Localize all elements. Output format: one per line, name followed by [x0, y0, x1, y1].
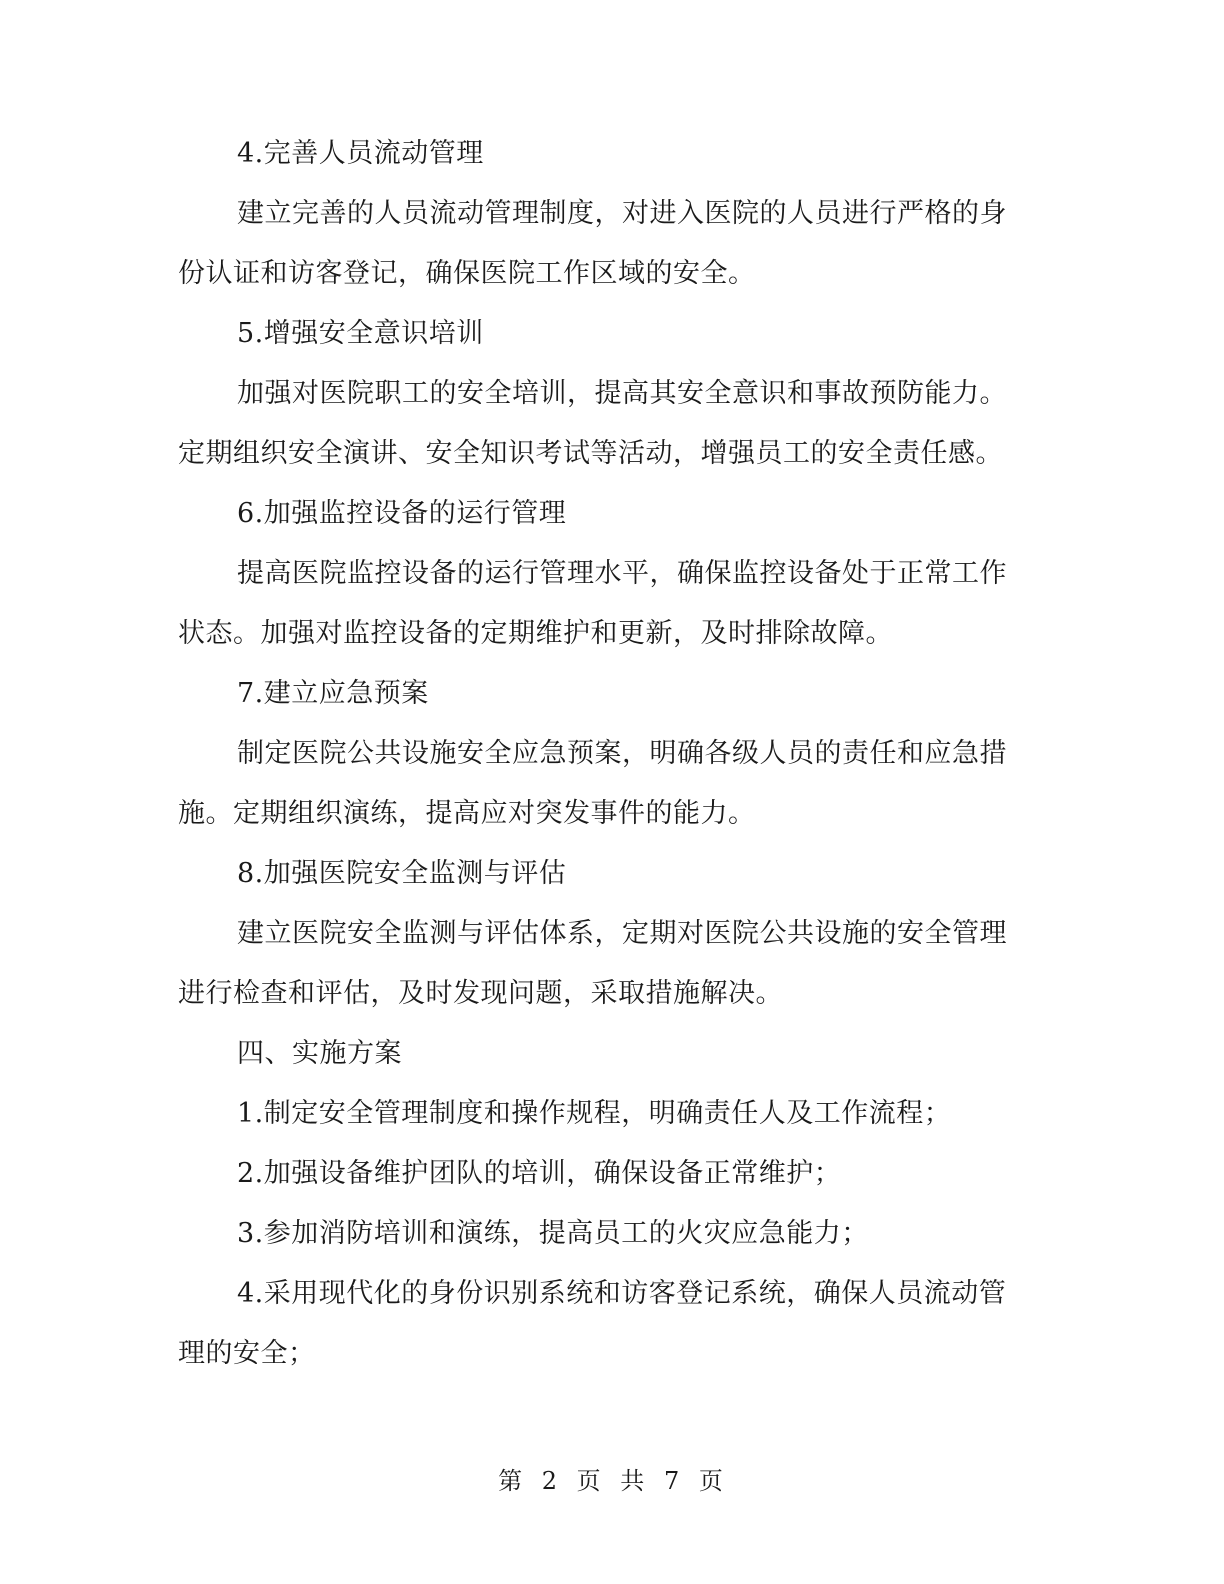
- list-item: 2.加强设备维护团队的培训，确保设备正常维护；: [237, 1158, 842, 1189]
- paragraph-line: 加强对医院职工的安全培训，提高其安全意识和事故预防能力。: [237, 378, 1007, 409]
- paragraph-line: 状态。加强对监控设备的定期维护和更新，及时排除故障。: [178, 618, 893, 649]
- list-item: 4.采用现代化的身份识别系统和访客登记系统，确保人员流动管: [237, 1278, 1007, 1309]
- paragraph-line: 提高医院监控设备的运行管理水平，确保监控设备处于正常工作: [237, 558, 1007, 589]
- paragraph-line: 份认证和访客登记，确保医院工作区域的安全。: [178, 258, 756, 289]
- paragraph-line: 制定医院公共设施安全应急预案，明确各级人员的责任和应急措: [237, 738, 1007, 769]
- section-heading-5: 5.增强安全意识培训: [237, 318, 484, 349]
- section-heading-6: 6.加强监控设备的运行管理: [237, 498, 567, 529]
- section-heading-4: 4.完善人员流动管理: [237, 138, 484, 169]
- paragraph-line: 建立完善的人员流动管理制度，对进入医院的人员进行严格的身: [237, 198, 1007, 229]
- paragraph-line: 进行检查和评估，及时发现问题，采取措施解决。: [178, 978, 783, 1009]
- list-item: 3.参加消防培训和演练，提高员工的火灾应急能力；: [237, 1218, 869, 1249]
- section-heading-7: 7.建立应急预案: [237, 678, 429, 709]
- list-item-continuation: 理的安全；: [178, 1338, 316, 1369]
- chapter-heading-implementation: 四、实施方案: [237, 1038, 402, 1069]
- section-heading-8: 8.加强医院安全监测与评估: [237, 858, 567, 889]
- paragraph-line: 施。定期组织演练，提高应对突发事件的能力。: [178, 798, 756, 829]
- page-number-footer: 第 2 页 共 7 页: [498, 1467, 726, 1495]
- document-body: [178, 124, 1018, 1384]
- paragraph-line: 定期组织安全演讲、安全知识考试等活动，增强员工的安全责任感。: [178, 438, 1003, 469]
- paragraph-line: 建立医院安全监测与评估体系，定期对医院公共设施的安全管理: [237, 918, 1007, 949]
- list-item: 1.制定安全管理制度和操作规程，明确责任人及工作流程；: [237, 1098, 952, 1129]
